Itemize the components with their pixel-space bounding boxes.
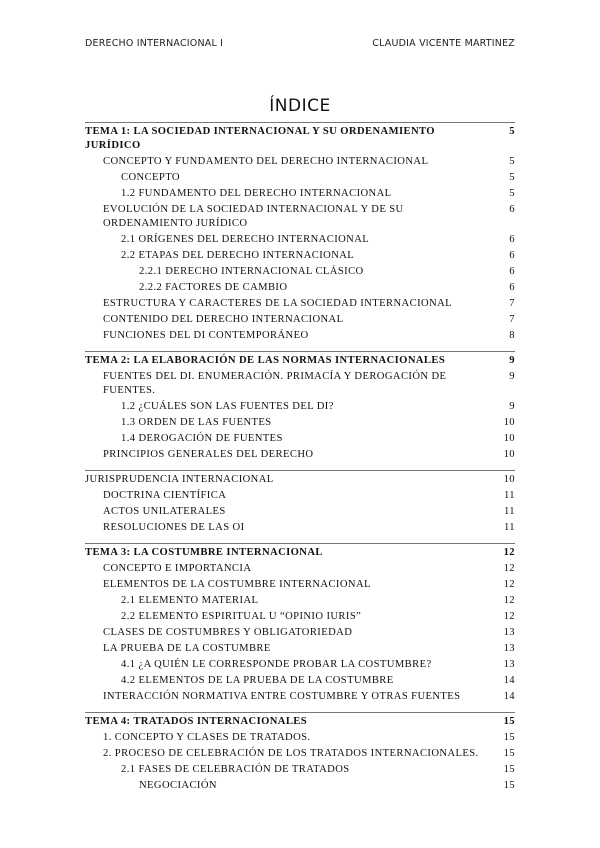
running-header-left: DERECHO INTERNACIONAL I [85,38,224,49]
toc-page-number: 7 [509,314,515,325]
toc-entry[interactable] [85,593,515,609]
toc-entry[interactable] [85,657,515,673]
toc-entry-title: TEMA 4: TRATADOS INTERNACIONALES [85,716,308,727]
toc-page-number: 13 [503,627,515,638]
toc-entry-title: 2.2.2 FACTORES DE CAMBIO [139,282,288,293]
toc-page-number: 15 [503,764,515,775]
toc-page-number: 11 [503,522,515,533]
toc-entry-title: 2.1 ELEMENTO MATERIAL [121,595,259,606]
toc-page-number: 11 [503,506,515,517]
toc-entry[interactable] [85,504,515,520]
toc-entry-title: TEMA 3: LA COSTUMBRE INTERNACIONAL [85,547,323,558]
toc-entry[interactable] [85,415,515,431]
toc-section-heading[interactable] [85,543,515,561]
toc-entry[interactable] [85,296,515,312]
toc-page-number: 15 [503,732,515,743]
toc-page-number: 5 [509,156,515,167]
toc-page-number: 7 [509,298,515,309]
toc-entry-title: 1.2 FUNDAMENTO DEL DERECHO INTERNACIONAL [121,188,392,199]
toc-page-number: 6 [509,266,515,277]
toc-section-heading[interactable] [85,470,515,488]
toc-page-number: 9 [509,355,515,366]
toc-entry-title: 2.1 FASES DE CELEBRACIÓN DE TRATADOS [121,764,350,775]
toc-entry[interactable] [85,399,515,415]
page-title: ÍNDICE [269,96,331,116]
toc-page-number: 6 [509,250,515,261]
toc-page-number: 15 [503,748,515,759]
toc-page-number: 10 [503,433,515,444]
toc-page-number: 5 [509,172,515,183]
toc-entry[interactable] [85,561,515,577]
toc-entry[interactable] [85,762,515,778]
toc-entry[interactable] [85,369,515,399]
toc-page-number: 9 [509,371,515,382]
running-header-right: CLAUDIA VICENTE MARTINEZ [372,38,515,49]
toc-page-number: 14 [503,691,515,702]
toc-page-number: 6 [509,282,515,293]
toc-entry[interactable] [85,328,515,344]
toc-page-number: 9 [509,401,515,412]
toc-entry-title: 1.3 ORDEN DE LAS FUENTES [121,417,272,428]
toc-entry-title: TEMA 1: LA SOCIEDAD INTERNACIONAL Y SU ORDENAMIENTO JURÍDICO [85,126,435,151]
toc-page-number: 10 [503,474,515,485]
toc-entry-title: TEMA 2: LA ELABORACIÓN DE LAS NORMAS INTERNACIONALES [85,355,446,366]
toc-entry-title: 2.2.1 DERECHO INTERNACIONAL CLÁSICO [139,266,364,277]
toc-entry-title: CONCEPTO E IMPORTANCIA [103,563,252,574]
toc-entry-title: ACTOS UNILATERALES [103,506,226,517]
toc-page-number: 6 [509,204,515,215]
toc-page-number: 15 [503,780,515,791]
toc-entry[interactable] [85,154,515,170]
toc-entry-title: DOCTRINA CIENTÍFICA [103,490,227,501]
toc-entry-title: 2.2 ELEMENTO ESPIRITUAL U “OPINIO IURIS” [121,611,362,622]
toc-entry-title: CONCEPTO [121,172,180,183]
toc-page-number: 14 [503,675,515,686]
toc-page-number: 13 [503,659,515,670]
toc-entry[interactable] [85,730,515,746]
toc-page-number: 8 [509,330,515,341]
toc-entry[interactable] [85,312,515,328]
toc-section-heading[interactable] [85,351,515,369]
toc-entry[interactable] [85,488,515,504]
toc-entry[interactable] [85,625,515,641]
toc-entry-title: NEGOCIACIÓN [139,780,217,791]
toc-entry[interactable] [85,609,515,625]
toc-entry-title: INTERACCIÓN NORMATIVA ENTRE COSTUMBRE Y OTRAS FUENTES [103,691,461,702]
toc-entry-title: ESTRUCTURA Y CARACTERES DE LA SOCIEDAD INTERNACIONAL [103,298,453,309]
toc-entry-title: 1.2 ¿CUÁLES SON LAS FUENTES DEL DI? [121,401,334,412]
toc-page-number: 12 [503,579,515,590]
toc-entry[interactable] [85,447,515,463]
toc-entry-title: CLASES DE COSTUMBRES Y OBLIGATORIEDAD [103,627,353,638]
toc-page-number: 10 [503,417,515,428]
toc-entry-title: JURISPRUDENCIA INTERNACIONAL [85,474,274,485]
toc-page-number: 5 [509,188,515,199]
toc-entry[interactable] [85,232,515,248]
toc-page-number: 13 [503,643,515,654]
toc-entry-title: 1.4 DEROGACIÓN DE FUENTES [121,433,283,444]
toc-page-number: 6 [509,234,515,245]
table-of-contents [85,122,515,794]
toc-entry[interactable] [85,520,515,536]
toc-entry-title: 2. PROCESO DE CELEBRACIÓN DE LOS TRATADOS INTERNACIONALES. [103,748,479,759]
toc-page-number: 12 [503,595,515,606]
toc-entry-title: CONTENIDO DEL DERECHO INTERNACIONAL [103,314,344,325]
toc-entry-title: PRINCIPIOS GENERALES DEL DERECHO [103,449,314,460]
toc-page-number: 12 [503,611,515,622]
toc-entry-title: LA PRUEBA DE LA COSTUMBRE [103,643,271,654]
toc-entry-title: FUNCIONES DEL DI CONTEMPORÁNEO [103,330,309,341]
toc-entry[interactable] [85,248,515,264]
toc-entry[interactable] [85,431,515,447]
toc-entry[interactable] [85,778,515,794]
toc-entry-title: EVOLUCIÓN DE LA SOCIEDAD INTERNACIONAL Y DE SU ORDENAMIENTO JURÍDICO [103,204,404,229]
toc-entry-title: ELEMENTOS DE LA COSTUMBRE INTERNACIONAL [103,579,371,590]
toc-entry[interactable] [85,689,515,705]
toc-entry[interactable] [85,170,515,186]
toc-page-number: 15 [503,716,515,727]
toc-entry-title: 4.2 ELEMENTOS DE LA PRUEBA DE LA COSTUMBRE [121,675,394,686]
toc-entry-title: 2.2 ETAPAS DEL DERECHO INTERNACIONAL [121,250,355,261]
toc-entry-title: 2.1 ORÍGENES DEL DERECHO INTERNACIONAL [121,234,370,245]
toc-page-number: 11 [503,490,515,501]
toc-entry[interactable] [85,202,515,232]
toc-entry-title: RESOLUCIONES DE LAS OI [103,522,245,533]
toc-entry-title: 4.1 ¿A QUIÉN LE CORRESPONDE PROBAR LA COSTUMBRE? [121,659,432,670]
toc-entry[interactable] [85,577,515,593]
toc-entry[interactable] [85,673,515,689]
toc-entry[interactable] [85,186,515,202]
toc-page-number: 12 [503,563,515,574]
toc-entry-title: FUENTES DEL DI. ENUMERACIÓN. PRIMACÍA Y DEROGACIÓN DE FUENTES. [103,371,447,396]
toc-entry[interactable] [85,280,515,296]
toc-page-number: 5 [509,126,515,137]
toc-section-heading[interactable] [85,712,515,730]
toc-page-number: 10 [503,449,515,460]
toc-entry-title: CONCEPTO Y FUNDAMENTO DEL DERECHO INTERNACIONAL [103,156,429,167]
toc-entry[interactable] [85,641,515,657]
toc-entry[interactable] [85,264,515,280]
toc-page-number: 12 [503,547,515,558]
toc-entry-title: 1. CONCEPTO Y CLASES DE TRATADOS. [103,732,311,743]
toc-entry[interactable] [85,746,515,762]
toc-section-heading[interactable] [85,122,515,154]
